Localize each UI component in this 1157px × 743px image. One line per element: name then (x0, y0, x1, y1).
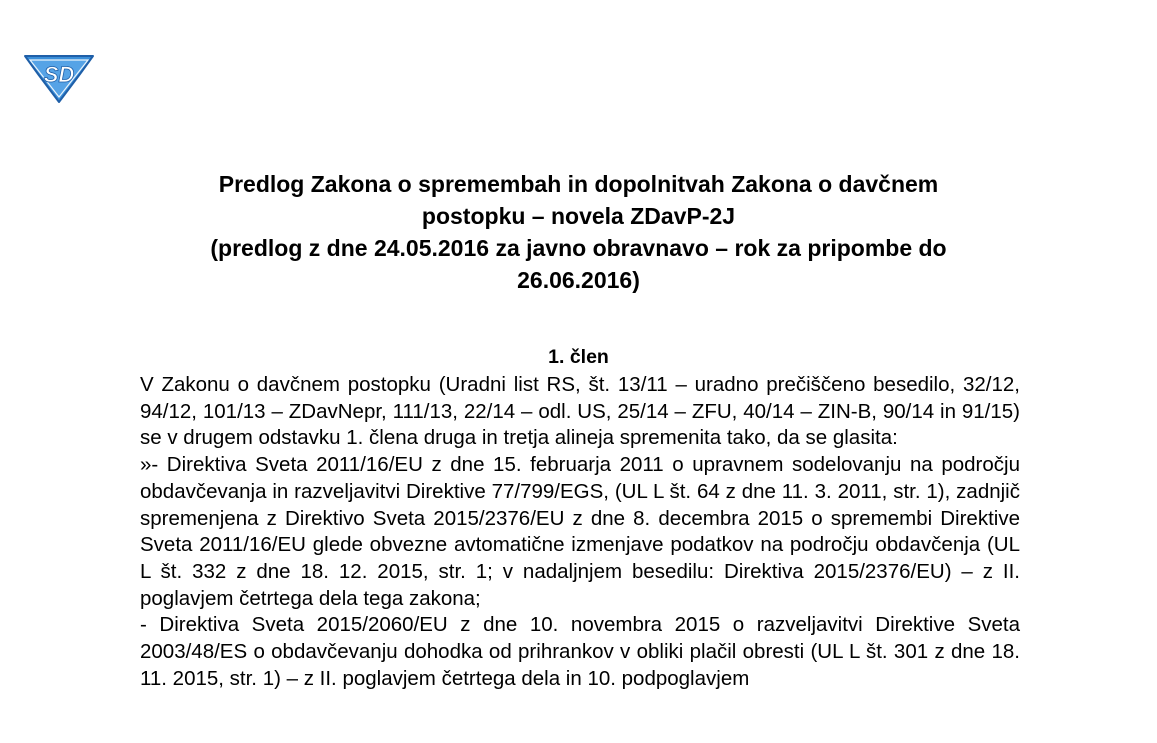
paragraph: V Zakonu o davčnem postopku (Uradni list RS, št. 13/11 – uradno prečiščeno besedilo, 32/12, 94/12, 101/13 – ZDavNepr, 111/13, 22/14 – odl. US, 25/14 – ZFU, 40/14 – ZIN-B, 90/14 in 91/15) se v drugem odstavku 1. člena druga in tretja alineja spremenita tako, da se glasita: (140, 373, 1020, 450)
document-title (120, 168, 1037, 296)
svg-text:SD: SD (43, 62, 75, 87)
title-line: postopku – novela ZDavP-2J (421, 203, 736, 229)
title-line: 26.06.2016) (517, 267, 640, 293)
paragraph: »- Direktiva Sveta 2011/16/EU z dne 15. februarja 2011 o upravnem sodelovanju na področju obdavčevanja in razveljavitvi Direktive 77/799/EGS, (UL L št. 64 z dne 11. 3. 2011, str. 1), zadnjič spremenjena z Direktivo Sveta 2015/2376/EU z dne 8. decembra 2015 o spremembi Direktive Sveta 2011/16/EU glede obvezne avtomatične izmenjave podatkov na področju obdavčenja (UL L št. 332 z dne 18. 12. 2015, str. 1; v nadaljnjem besedilu: Direktiva 2015/2376/EU) – z II. poglavjem četrtega dela tega zakona; (140, 453, 1020, 610)
article-body (140, 372, 1020, 692)
title-line: Predlog Zakona o spremembah in dopolnitvah Zakona o davčnem (218, 171, 939, 197)
paragraph: - Direktiva Sveta 2015/2060/EU z dne 10. novembra 2015 o razveljavitvi Direktive Sveta 2003/48/ES o obdavčevanju dohodka od prihrankov v obliki plačil obresti (UL L št. 301 z dne 18. 11. 2015, str. 1) – z II. poglavjem četrtega dela in 10. podpoglavjem (140, 613, 1020, 690)
title-line: (predlog z dne 24.05.2016 za javno obravnavo – rok za pripombe do (210, 235, 947, 261)
article-heading: 1. člen (548, 346, 609, 368)
sd-shield-logo-icon (22, 48, 96, 104)
